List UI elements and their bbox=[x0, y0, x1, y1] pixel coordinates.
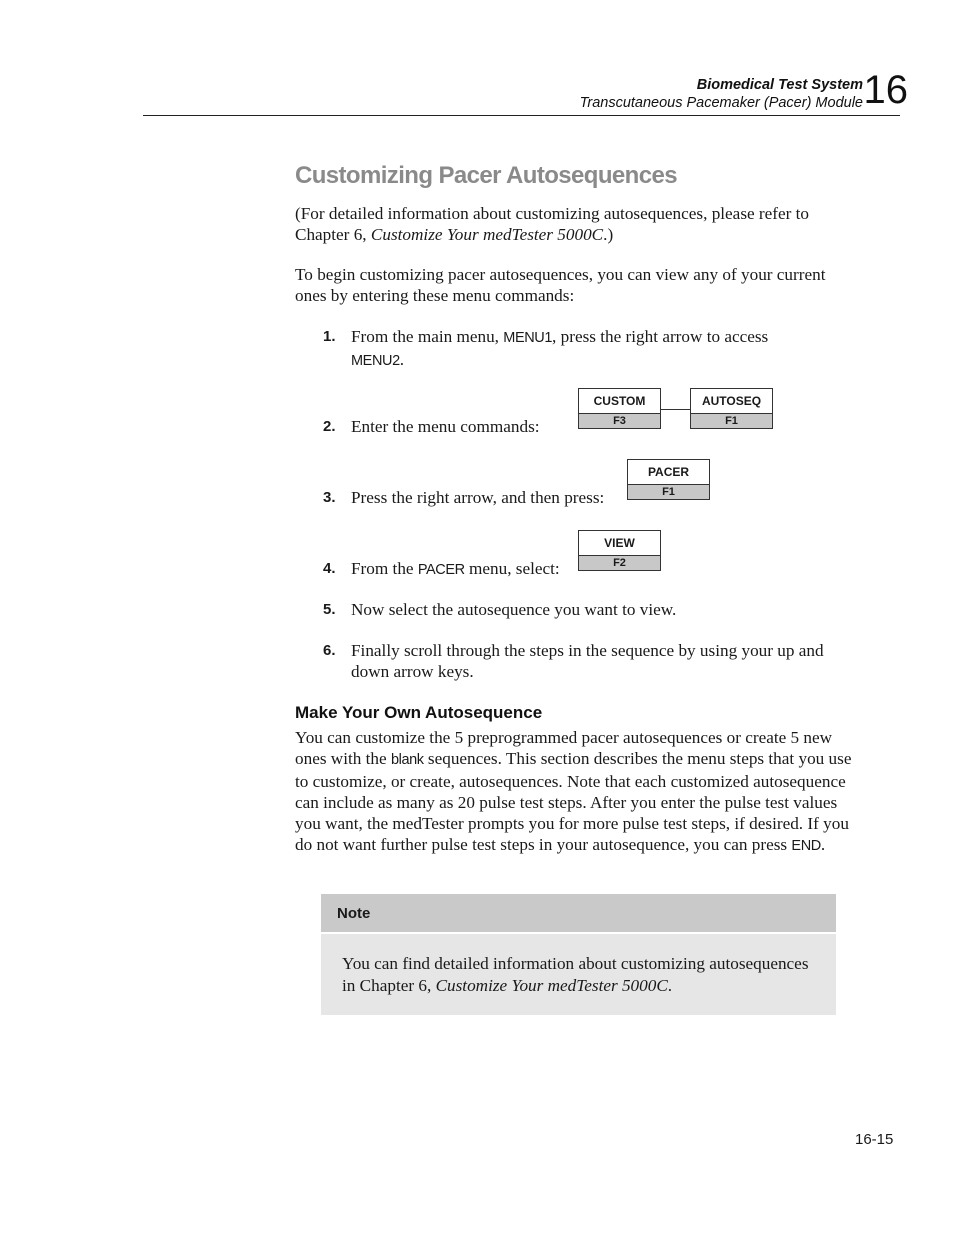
step-1-text bbox=[351, 326, 841, 372]
page-number: 16-15 bbox=[855, 1131, 894, 1148]
step-5-number: 5. bbox=[323, 601, 336, 618]
view-key bbox=[578, 530, 661, 571]
intro-text: (For detailed information about customizing autosequences, please refer to Chapter 6, bbox=[295, 204, 810, 244]
step-4-part: From the bbox=[351, 559, 418, 578]
step-5-text: Now select the autosequence you want to view. bbox=[351, 600, 677, 619]
header-titles bbox=[580, 76, 863, 112]
pacer-key-label: PACER bbox=[647, 465, 690, 479]
step-3-text: Press the right arrow, and then press: bbox=[351, 488, 605, 507]
autoseq-key bbox=[690, 388, 773, 429]
step-4-number: 4. bbox=[323, 560, 336, 577]
chapter-number: 16 bbox=[863, 68, 908, 112]
step-3-number: 3. bbox=[323, 489, 336, 506]
pacer-key bbox=[627, 459, 710, 500]
step-2-text: Enter the menu commands: bbox=[351, 417, 540, 436]
pacer-key-fkey: F1 bbox=[628, 484, 709, 499]
subsection-title: Make Your Own Autosequence bbox=[295, 703, 543, 722]
section-title: Customizing Pacer Autosequences bbox=[295, 162, 677, 189]
note-box bbox=[321, 894, 836, 1015]
autoseq-key-label: AUTOSEQ bbox=[701, 394, 762, 408]
note-suffix: . bbox=[667, 976, 673, 995]
step-4-part: menu, select: bbox=[464, 559, 560, 578]
intro-suffix: .) bbox=[603, 225, 614, 244]
running-header bbox=[143, 68, 908, 116]
note-body bbox=[342, 953, 812, 997]
step-6-text: Finally scroll through the steps in the sequence by using your up and down arrow keys. bbox=[351, 641, 824, 681]
custom-key bbox=[578, 388, 661, 429]
step-1-part: , press the right arrow to access bbox=[552, 327, 769, 346]
note-title: Note bbox=[337, 905, 371, 922]
module-title: Transcutaneous Pacemaker (Pacer) Module bbox=[579, 95, 863, 111]
subsection-text: sequences. This section describes the menu steps that you use to customize, or create, autosequences. Note that each customized autosequence can include as many as 20 pulse test steps. After you enter the pulse test values you want, the medTester prompts you for more pulse test steps, if desired. If you do not want further pulse test steps in your autosequence, you can press bbox=[295, 749, 852, 854]
book-title: Biomedical Test System bbox=[696, 77, 863, 93]
custom-key-label: CUSTOM bbox=[593, 394, 646, 408]
step-2-number: 2. bbox=[323, 418, 336, 435]
subsection-paragraph bbox=[295, 727, 865, 857]
lead-paragraph: To begin customizing pacer autosequences, you can view any of your current ones by entering these menu commands: bbox=[295, 265, 826, 305]
note-reference: Customize Your medTester 5000C bbox=[435, 976, 668, 995]
pacer-keyword: PACER bbox=[417, 562, 465, 578]
subsection-text: . bbox=[820, 835, 826, 854]
view-key-label: VIEW bbox=[604, 536, 635, 550]
menu1-keyword: MENU1 bbox=[503, 330, 553, 346]
autoseq-key-fkey: F1 bbox=[691, 413, 772, 428]
step-1-number: 1. bbox=[323, 328, 336, 345]
blank-keyword: blank bbox=[390, 752, 424, 768]
note-header bbox=[321, 894, 836, 934]
note-text: You can find detailed information about customizing autosequences in Chapter 6, bbox=[342, 954, 809, 995]
intro-reference: Customize Your medTester 5000C bbox=[370, 225, 604, 244]
view-key-fkey: F2 bbox=[579, 555, 660, 570]
intro-paragraph bbox=[295, 203, 860, 245]
subsection-text: You can customize the 5 preprogrammed pacer autosequences or create 5 new ones with the bbox=[295, 728, 833, 768]
step-1-part: From the main menu, bbox=[351, 327, 504, 346]
end-keyword: END bbox=[791, 838, 821, 854]
menu2-keyword: MENU2 bbox=[351, 353, 400, 369]
custom-key-fkey: F3 bbox=[579, 413, 660, 428]
step-6-number: 6. bbox=[323, 642, 336, 659]
key-connector bbox=[661, 409, 690, 410]
step-1-part: . bbox=[399, 350, 405, 369]
